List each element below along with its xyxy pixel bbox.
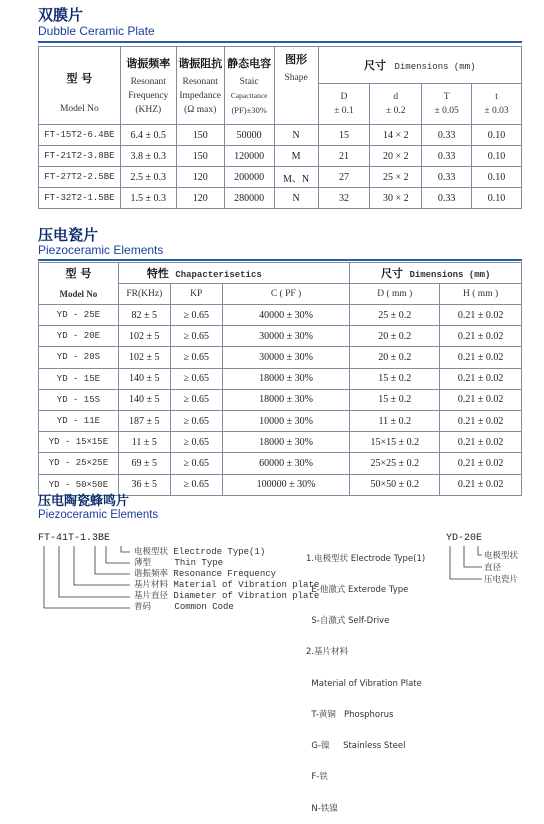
cell-fr: 82 ± 5 xyxy=(118,305,170,326)
col-impedance xyxy=(176,47,224,125)
cell-shape: N xyxy=(274,188,318,209)
legend-cn: 电极型状 xyxy=(134,547,169,557)
cell-h: 0.21 ± 0.02 xyxy=(440,389,522,410)
cell-T: 0.33 xyxy=(422,125,472,146)
model-header-cn: 型 号 xyxy=(65,267,92,280)
table-row xyxy=(39,326,522,347)
note-line: T-黄铜 Phosphorus xyxy=(306,709,394,720)
cell-c: 100000 ± 30% xyxy=(222,474,350,495)
cell-h: 0.21 ± 0.02 xyxy=(440,474,522,495)
model-header-cn: 型 号 xyxy=(66,71,93,85)
cell-c: 60000 ± 30% xyxy=(222,453,350,474)
legend-right xyxy=(484,550,518,586)
d-tol: ± 0.2 xyxy=(386,106,406,116)
cell-T: 0.33 xyxy=(422,188,472,209)
note-line: F-铁 xyxy=(306,772,328,783)
cell-fr: 140 ± 5 xyxy=(118,389,170,410)
legend-en: Material of Vibration plate xyxy=(173,580,320,590)
table-row xyxy=(39,347,522,368)
D-label: D xyxy=(340,92,348,102)
cell-D: 27 xyxy=(318,167,370,188)
model-header-en: Model No xyxy=(59,103,99,114)
dim-header-en: Dimensions (mm) xyxy=(394,62,476,72)
legend-left xyxy=(134,547,319,613)
cell-model: FT-32T2-1.5BE xyxy=(39,188,121,209)
cell-model: YD - 20S xyxy=(39,347,119,368)
cell-kp: ≥ 0.65 xyxy=(170,453,222,474)
t-label: t xyxy=(495,92,498,102)
cell-kp: ≥ 0.65 xyxy=(170,432,222,453)
cell-h: 0.21 ± 0.02 xyxy=(440,347,522,368)
dim-header-en: Dimensions (mm) xyxy=(409,270,491,280)
col-characteristics xyxy=(118,263,350,284)
cell-model: YD - 50×50E xyxy=(39,474,119,495)
cell-d: 25 × 2 xyxy=(370,167,422,188)
cell-c: 10000 ± 30% xyxy=(222,410,350,431)
col-shape xyxy=(274,47,318,125)
col-freq xyxy=(120,47,176,125)
cell-fr: 11 ± 5 xyxy=(118,432,170,453)
table-row xyxy=(39,305,522,326)
cell-d: 20 ± 0.2 xyxy=(350,347,440,368)
T-label: T xyxy=(443,92,450,102)
cell-d: 11 ± 0.2 xyxy=(350,410,440,431)
cap-header-en2: Capacitance xyxy=(230,90,268,100)
T-tol: ± 0.05 xyxy=(434,106,459,116)
legend-item: 压电瓷片 xyxy=(484,575,519,585)
section1-rule xyxy=(38,41,522,43)
cell-c: 30000 ± 30% xyxy=(222,326,350,347)
cell-D: 21 xyxy=(318,146,370,167)
cell-T: 0.33 xyxy=(422,146,472,167)
note-line: S-自激式 Self-Drive xyxy=(306,616,390,627)
table-row xyxy=(39,389,522,410)
cell-model: YD - 20E xyxy=(39,326,119,347)
table-row xyxy=(39,167,522,188)
code-right: YD-20E xyxy=(446,533,483,544)
cell-model: FT-15T2-6.4BE xyxy=(39,125,121,146)
table-row xyxy=(39,410,522,431)
legend-cn: 基片直径 xyxy=(134,591,169,601)
t-tol: ± 0.03 xyxy=(484,106,509,116)
col-model xyxy=(39,47,121,125)
cell-h: 0.21 ± 0.02 xyxy=(440,453,522,474)
note-line: Material of Vibration Plate xyxy=(306,678,422,689)
table-row xyxy=(39,188,522,209)
legend-cn: 薄型 xyxy=(134,558,152,568)
table-row xyxy=(39,368,522,389)
cell-d: 15 ± 0.2 xyxy=(350,389,440,410)
legend-en: Resonance Frequency xyxy=(173,569,277,579)
shape-header-cn: 图形 xyxy=(285,53,308,66)
cell-d: 15×15 ± 0.2 xyxy=(350,432,440,453)
cell-fr: 140 ± 5 xyxy=(118,368,170,389)
shape-header-en: Shape xyxy=(284,73,308,83)
model-header-en: Model No xyxy=(59,289,98,299)
cell-h: 0.21 ± 0.02 xyxy=(440,432,522,453)
cell-c: 18000 ± 30% xyxy=(222,432,350,453)
dubble-ceramic-table xyxy=(38,46,522,209)
cell-cap: 200000 xyxy=(224,167,274,188)
note-line: G-镍 Stainless Steel xyxy=(306,741,406,752)
table-row xyxy=(39,432,522,453)
cell-t: 0.10 xyxy=(472,146,522,167)
cell-d: 30 × 2 xyxy=(370,188,422,209)
cell-c: 18000 ± 30% xyxy=(222,389,350,410)
char-header-cn: 特性 xyxy=(146,267,169,280)
D-tol: ± 0.1 xyxy=(334,106,354,116)
cell-freq: 2.5 ± 0.3 xyxy=(120,167,176,188)
freq-header-en2: Frequency xyxy=(128,90,169,101)
cell-shape: N xyxy=(274,125,318,146)
cap-header-en1: Staic xyxy=(239,76,259,87)
section2-title-en: Piezoceramic Elements xyxy=(38,243,164,257)
dim-header-cn: 尺寸 xyxy=(364,59,386,72)
cell-kp: ≥ 0.65 xyxy=(170,474,222,495)
legend-item xyxy=(134,580,319,591)
cap-header-en3: (PF)±30% xyxy=(231,104,267,115)
cell-cap: 120000 xyxy=(224,146,274,167)
cell-model: FT-21T2-3.8BE xyxy=(39,146,121,167)
freq-header-en1: Resonant xyxy=(130,76,166,87)
cell-cap: 280000 xyxy=(224,188,274,209)
piezoceramic-table xyxy=(38,262,522,496)
legend-en: Diameter of Vibration plate xyxy=(173,591,320,601)
table-row xyxy=(39,453,522,474)
legend-cn: 基片材料 xyxy=(134,580,169,590)
legend-item xyxy=(134,591,319,602)
cell-imp: 150 xyxy=(176,146,224,167)
cell-d: 14 × 2 xyxy=(370,125,422,146)
col-T xyxy=(422,84,472,125)
cell-d: 15 ± 0.2 xyxy=(350,368,440,389)
note-line: 2.基片材料 xyxy=(306,647,349,658)
cell-imp: 120 xyxy=(176,188,224,209)
cell-d: 25 ± 0.2 xyxy=(350,305,440,326)
imp-header-en3: (Ω max) xyxy=(184,104,217,115)
cell-T: 0.33 xyxy=(422,167,472,188)
cell-shape: M xyxy=(274,146,318,167)
cell-h: 0.21 ± 0.02 xyxy=(440,326,522,347)
section2-rule xyxy=(38,259,522,261)
char-header-en: Chapacterisetics xyxy=(175,270,262,280)
section1-title-cn: 双膜片 xyxy=(38,6,84,24)
cell-d: 25×25 ± 0.2 xyxy=(350,453,440,474)
col-D: D ( mm ) xyxy=(350,284,440,305)
cell-model: YD - 15×15E xyxy=(39,432,119,453)
col-d xyxy=(370,84,422,125)
section2-title-cn: 压电瓷片 xyxy=(38,226,99,244)
table-row xyxy=(39,146,522,167)
cell-model: YD - 25E xyxy=(39,305,119,326)
freq-header-cn: 谐振频率 xyxy=(126,56,171,70)
col-t xyxy=(472,84,522,125)
cell-kp: ≥ 0.65 xyxy=(170,326,222,347)
cell-kp: ≥ 0.65 xyxy=(170,410,222,431)
cell-kp: ≥ 0.65 xyxy=(170,305,222,326)
dim-header-cn: 尺寸 xyxy=(380,267,403,280)
cell-model: FT-27T2-2.5BE xyxy=(39,167,121,188)
cell-kp: ≥ 0.65 xyxy=(170,347,222,368)
legend-item: 电极型状 xyxy=(484,551,519,561)
notes-mid xyxy=(306,533,425,824)
legend-item xyxy=(134,602,319,613)
cell-fr: 36 ± 5 xyxy=(118,474,170,495)
cell-fr: 102 ± 5 xyxy=(118,347,170,368)
col-model xyxy=(39,263,119,305)
cell-model: YD - 25×25E xyxy=(39,453,119,474)
section3-title-en: Piezoceramic Elements xyxy=(38,509,159,521)
col-dimensions xyxy=(350,263,522,284)
cell-fr: 69 ± 5 xyxy=(118,453,170,474)
code-left-leaders xyxy=(38,546,134,622)
note-line: E-他激式 Exterode Type xyxy=(306,585,409,596)
cell-d: 20 ± 0.2 xyxy=(350,326,440,347)
note-line: N-铁镍 xyxy=(306,803,338,814)
imp-header-en1: Resonant xyxy=(182,76,218,87)
cell-kp: ≥ 0.65 xyxy=(170,368,222,389)
cell-freq: 3.8 ± 0.3 xyxy=(120,146,176,167)
legend-item: 直径 xyxy=(484,563,502,573)
legend-cn: 普码 xyxy=(134,602,152,612)
d-label: d xyxy=(393,92,399,102)
imp-header-en2: Impedance xyxy=(179,90,222,101)
cell-t: 0.10 xyxy=(472,167,522,188)
col-dimensions xyxy=(318,47,521,84)
cell-cap: 50000 xyxy=(224,125,274,146)
cell-h: 0.21 ± 0.02 xyxy=(440,368,522,389)
imp-header-cn: 谐振阻抗 xyxy=(178,56,223,70)
cell-fr: 102 ± 5 xyxy=(118,326,170,347)
legend-item xyxy=(134,569,319,580)
code-right-leaders xyxy=(446,546,482,586)
cell-D: 32 xyxy=(318,188,370,209)
section1-title-en: Dubble Ceramic Plate xyxy=(38,24,155,38)
note-line: 1.电极型状 Electrode Type(1) xyxy=(306,553,426,564)
cell-freq: 1.5 ± 0.3 xyxy=(120,188,176,209)
cell-fr: 187 ± 5 xyxy=(118,410,170,431)
cell-shape: M、N xyxy=(274,167,318,188)
cell-model: YD - 11E xyxy=(39,410,119,431)
cell-model: YD - 15S xyxy=(39,389,119,410)
col-c: C ( PF ) xyxy=(222,284,350,305)
cell-h: 0.21 ± 0.02 xyxy=(440,410,522,431)
cell-kp: ≥ 0.65 xyxy=(170,389,222,410)
col-D xyxy=(318,84,370,125)
cell-d: 50×50 ± 0.2 xyxy=(350,474,440,495)
table-row xyxy=(39,125,522,146)
legend-en: Thin Type xyxy=(174,558,224,568)
col-capacitance xyxy=(224,47,274,125)
section3-title-cn: 压电陶瓷蜂鸣片 xyxy=(38,494,130,509)
legend-en: Electrode Type(1) xyxy=(173,547,266,557)
legend-en: Common Code xyxy=(174,602,234,612)
cell-c: 40000 ± 30% xyxy=(222,305,350,326)
cell-t: 0.10 xyxy=(472,188,522,209)
freq-header-en3: (KHZ) xyxy=(135,104,162,115)
col-kp: KP xyxy=(170,284,222,305)
col-fr: FR(KHz) xyxy=(118,284,170,305)
col-H: H ( mm ) xyxy=(440,284,522,305)
cell-imp: 150 xyxy=(176,125,224,146)
cell-imp: 120 xyxy=(176,167,224,188)
cap-header-cn: 静态电容 xyxy=(227,56,272,70)
cell-c: 18000 ± 30% xyxy=(222,368,350,389)
cell-model: YD - 15E xyxy=(39,368,119,389)
legend-cn: 谐振频率 xyxy=(134,569,169,579)
legend-item xyxy=(134,558,319,569)
code-left: FT-41T-1.3BE xyxy=(38,533,111,544)
cell-h: 0.21 ± 0.02 xyxy=(440,305,522,326)
cell-d: 20 × 2 xyxy=(370,146,422,167)
legend-item xyxy=(134,547,319,558)
cell-t: 0.10 xyxy=(472,125,522,146)
cell-c: 30000 ± 30% xyxy=(222,347,350,368)
cell-D: 15 xyxy=(318,125,370,146)
cell-freq: 6.4 ± 0.5 xyxy=(120,125,176,146)
